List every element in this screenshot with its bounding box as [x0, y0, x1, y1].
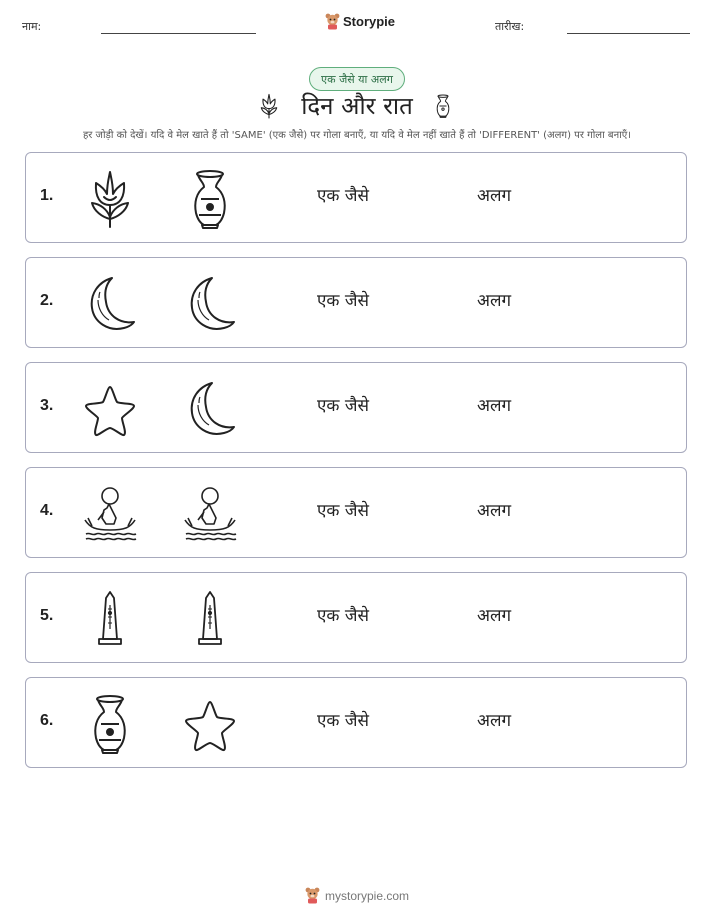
question-number: 4. [40, 502, 54, 519]
question-row [25, 677, 687, 768]
vase-icon [82, 694, 138, 754]
star-icon [182, 694, 238, 754]
footer [0, 887, 714, 904]
bear-mascot-icon [325, 13, 340, 30]
different-option[interactable]: अलग [477, 501, 512, 521]
question-number: 2. [40, 292, 54, 309]
crescent-moon-icon [182, 379, 238, 439]
question-row [25, 467, 687, 558]
obelisk-icon [182, 589, 238, 649]
question-number: 3. [40, 397, 54, 414]
question-number: 6. [40, 712, 54, 729]
instructions-text: हर जोड़ी को देखें। यदि वे मेल खाते हैं तो 'SAME' (एक जैसे) पर गोला बनाएँ, या यदि वे मेल नहीं खाते हैं तो 'DIFFERENT' (अलग) पर गोला बनाएँ। [82, 130, 632, 141]
different-option[interactable]: अलग [477, 711, 512, 731]
question-row [25, 257, 687, 348]
different-option[interactable]: अलग [477, 396, 512, 416]
question-number: 5. [40, 607, 54, 624]
footer-url: mystorypie.com [324, 888, 410, 903]
same-option[interactable]: एक जैसे [317, 396, 369, 416]
obelisk-icon [82, 589, 138, 649]
vase-icon [182, 169, 238, 229]
star-icon [82, 379, 138, 439]
crescent-moon-icon [182, 274, 238, 334]
crescent-moon-icon [82, 274, 138, 334]
bear-mascot-icon [305, 887, 320, 904]
sun-boat-icon [182, 484, 238, 544]
same-option[interactable]: एक जैसे [317, 501, 369, 521]
question-row [25, 362, 687, 453]
question-row [25, 572, 687, 663]
page-title: दिन और रात [301, 92, 413, 120]
question-number: 1. [40, 187, 54, 204]
vase-icon [432, 91, 454, 121]
worksheet-type-badge: एक जैसे या अलग [309, 67, 405, 91]
date-label: तारीख: [495, 20, 525, 33]
brand-logo [325, 13, 395, 30]
question-row [25, 152, 687, 243]
same-option[interactable]: एक जैसे [317, 186, 369, 206]
same-option[interactable]: एक जैसे [317, 711, 369, 731]
brand-name: Storypie [343, 14, 396, 29]
same-option[interactable]: एक जैसे [317, 606, 369, 626]
tulip-icon [82, 169, 138, 229]
different-option[interactable]: अलग [477, 606, 512, 626]
same-option[interactable]: एक जैसे [317, 291, 369, 311]
name-field[interactable] [101, 33, 256, 34]
date-field[interactable] [567, 33, 690, 34]
name-label: नाम: [22, 20, 42, 33]
different-option[interactable]: अलग [477, 291, 512, 311]
sun-boat-icon [82, 484, 138, 544]
different-option[interactable]: अलग [477, 186, 512, 206]
